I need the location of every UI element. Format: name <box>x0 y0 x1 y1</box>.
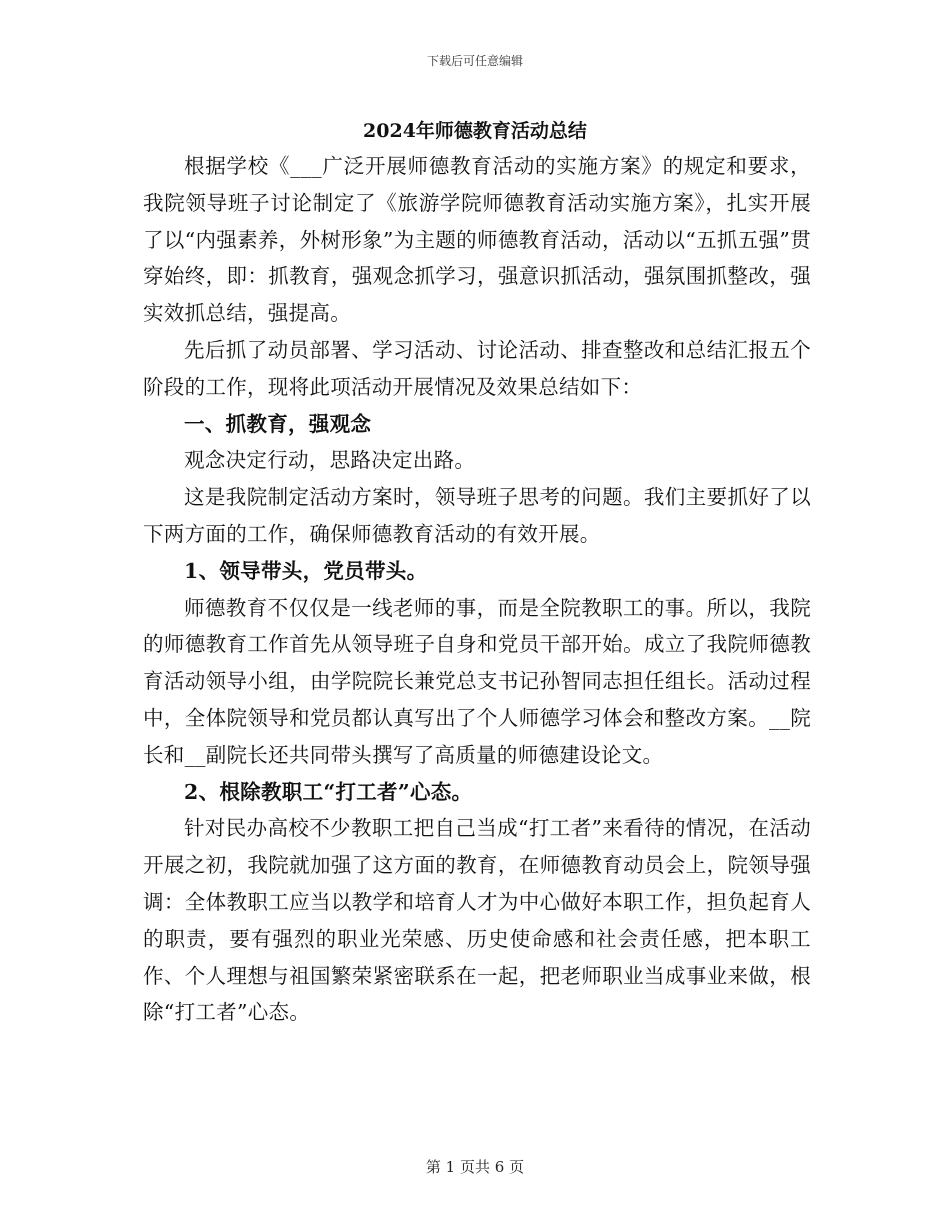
paragraph-mindset: 针对民办高校不少教职工把自己当成“打工者”来看待的情况，在活动开展之初，我院就加强了这方面的教育，在师德教育动员会上，院领导强调：全体教职工应当以教学和培育人才为中心做好本职工作，担负起育人的职责，要有强烈的职业光荣感、历史使命感和社会责任感，把本职工作、个人理想与祖国繁荣紧密联系在一起，把老师职业当成事业来做，根除“打工者”心态。 <box>143 816 811 1025</box>
paragraph-two-aspects: 这是我院制定活动方案时，领导班子思考的问题。我们主要抓好了以下两方面的工作，确保师德教育活动的有效开展。 <box>143 485 811 546</box>
page-number: 第 1 页共 6 页 <box>425 1158 525 1176</box>
paragraph-concept: 观念决定行动，思路决定出路。 <box>184 448 476 473</box>
document-body <box>143 148 811 1031</box>
page-header-note: 下载后可任意编辑 <box>426 54 523 68</box>
document-title: 2024年师德教育活动总结 <box>363 120 587 142</box>
subsection-heading-1: 1、领导带头，党员带头。 <box>184 558 428 583</box>
subsection-heading-2: 2、根除教职工“打工者”心态。 <box>184 779 473 804</box>
paragraph-stages: 先后抓了动员部署、学习活动、讨论活动、排查整改和总结汇报五个阶段的工作，现将此项活动开展情况及效果总结如下： <box>143 337 811 399</box>
paragraph-leadership: 师德教育不仅仅是一线老师的事，而是全院教职工的事。所以，我院的师德教育工作首先从领导班子自身和党员干部开始。成立了我院师德教育活动领导小组，由学院院长兼党总支书记孙智同志担任组长。活动过程中，全体院领导和党员都认真写出了个人师德学习体会和整改方案。__院长和__副院长还共同带头撰写了高质量的师德建设论文。 <box>143 595 811 767</box>
section-heading-1: 一、抓教育，强观念 <box>184 411 372 436</box>
paragraph-intro: 根据学校《___广泛开展师德教育活动的实施方案》的规定和要求，我院领导班子讨论制定了《旅游学院师德教育活动实施方案》，扎实开展了以“内强素养，外树形象”为主题的师德教育活动，活动以“五抓五强”贯穿始终，即：抓教育，强观念抓学习，强意识抓活动，强氛围抓整改，强实效抓总结，强提高。 <box>143 154 811 326</box>
